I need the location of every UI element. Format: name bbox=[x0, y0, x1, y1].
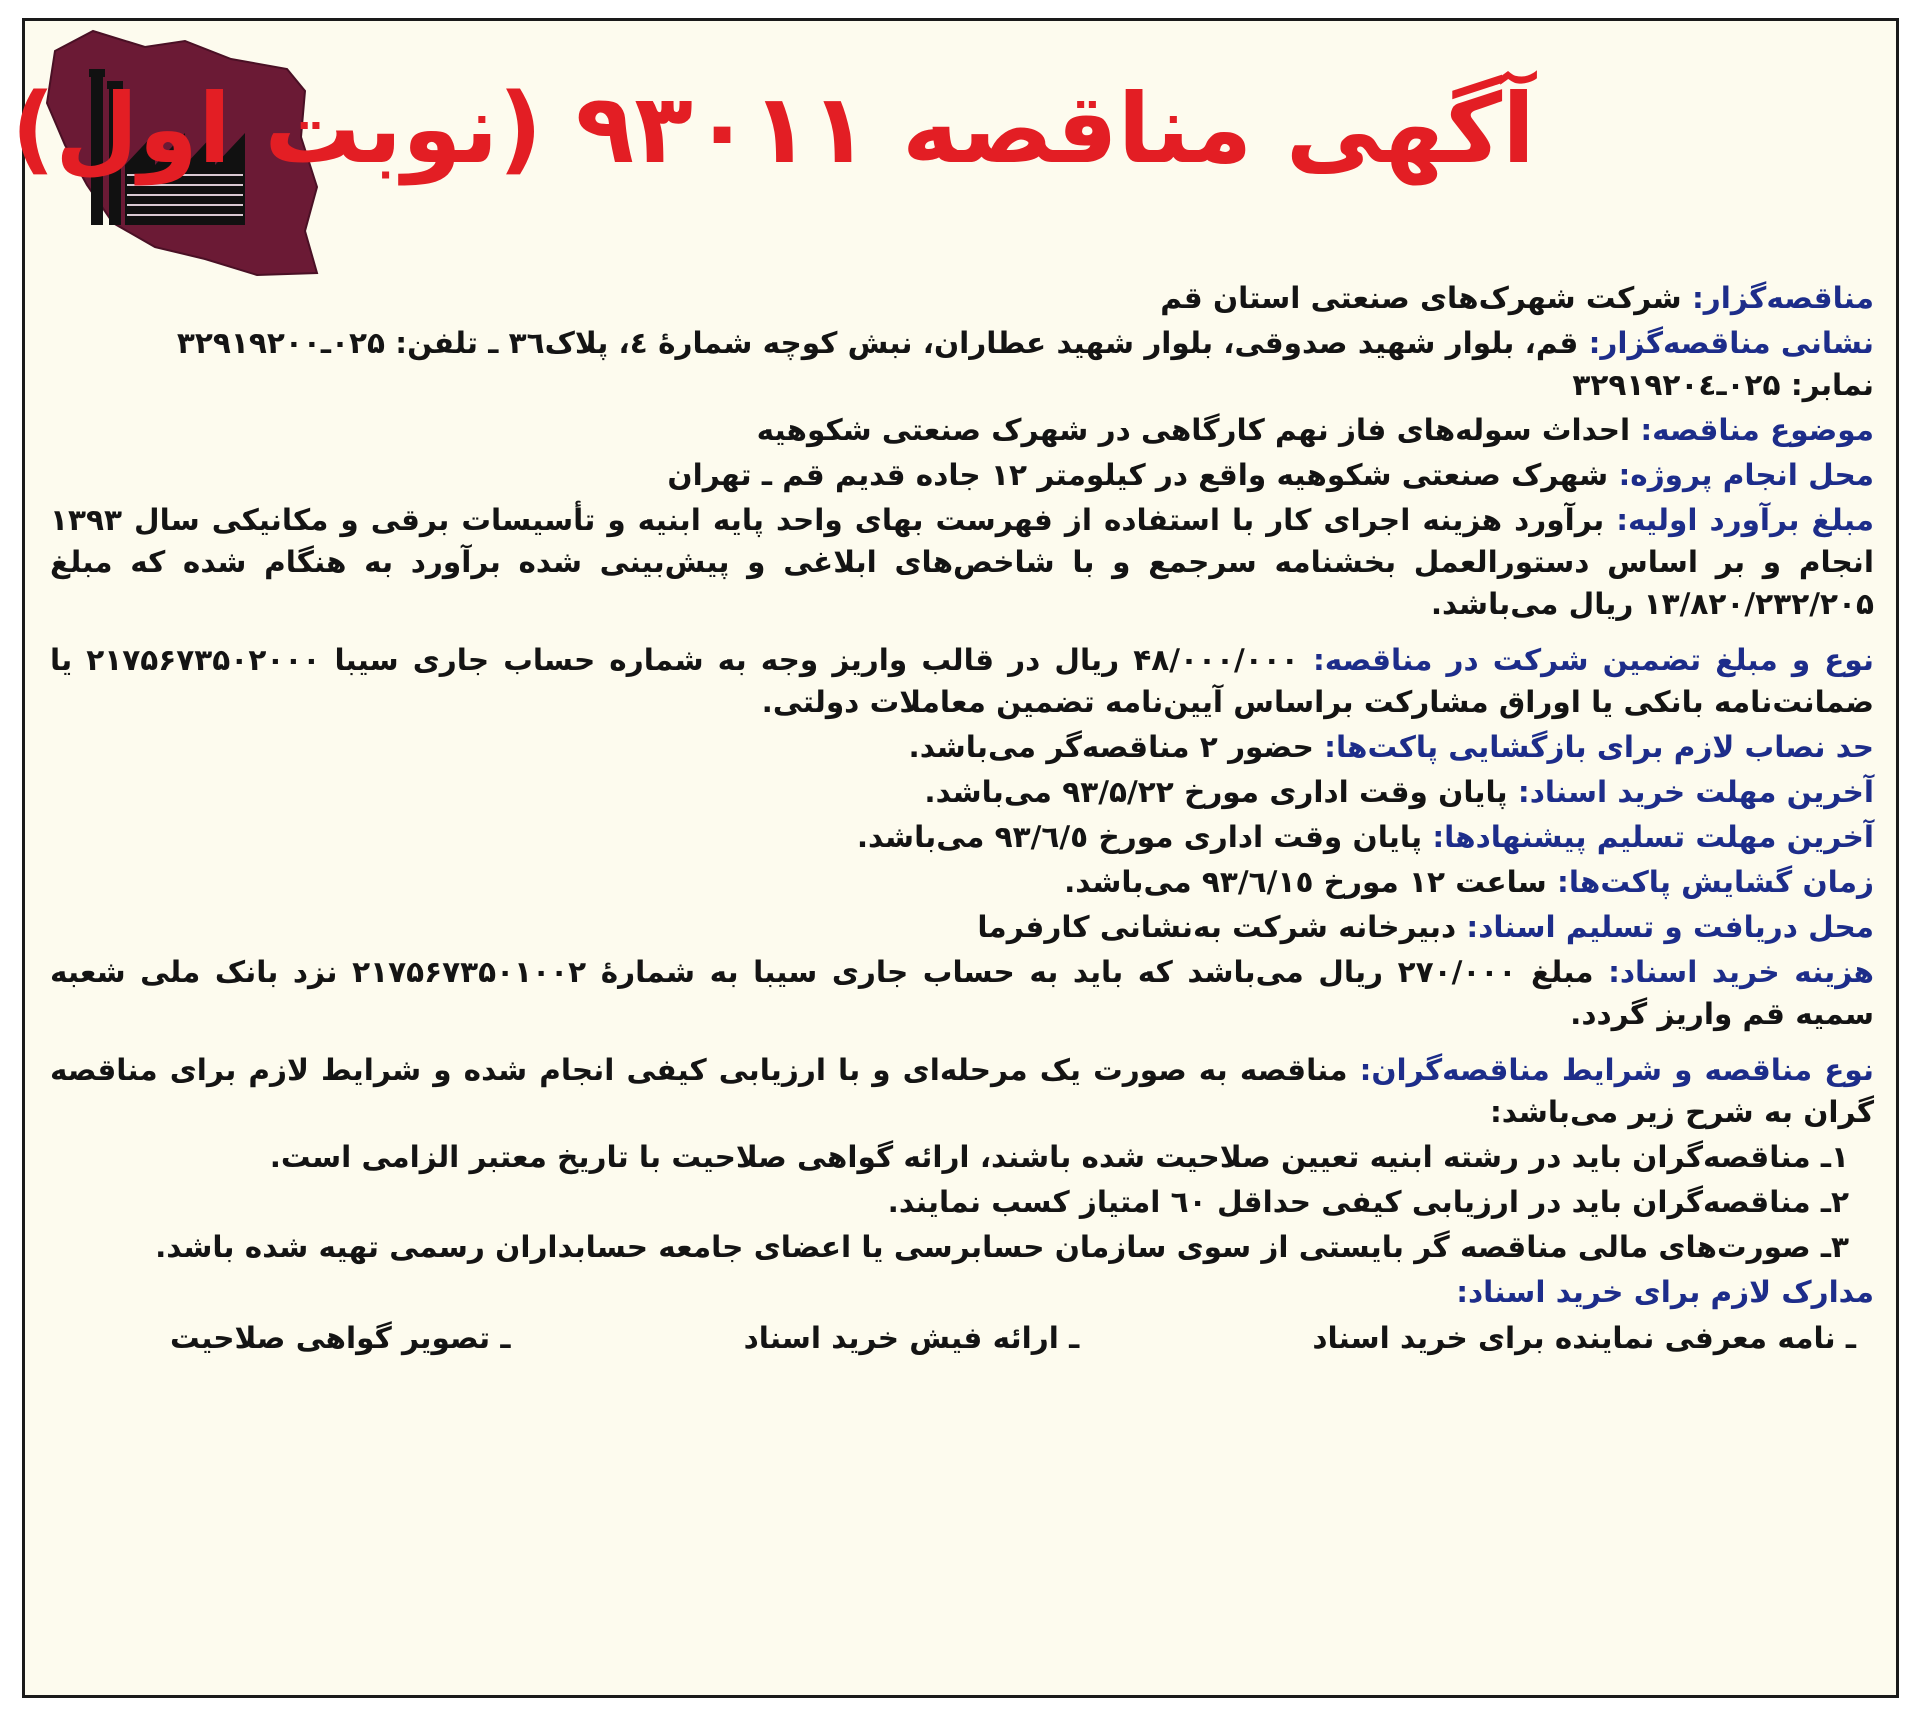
field-label: نوع مناقصه و شرایط مناقصه‌گران: bbox=[1359, 1053, 1874, 1087]
field-label: مبلغ برآورد اولیه: bbox=[1616, 503, 1874, 537]
field-location bbox=[50, 454, 1874, 496]
field-value: پایان وقت اداری مورخ ۹۳/٦/٥ می‌باشد. bbox=[856, 820, 1423, 854]
field-label: حد نصاب لازم برای بازگشایی پاکت‌ها: bbox=[1324, 730, 1874, 764]
field-label: نشانی مناقصه‌گزار: bbox=[1588, 326, 1874, 360]
required-doc-item: ـ ارائه فیش خرید اسناد bbox=[743, 1321, 1080, 1355]
field-opening bbox=[50, 861, 1874, 903]
field-submission-deadline bbox=[50, 816, 1874, 858]
field-value: ساعت ۱۲ مورخ ۹۳/٦/۱٥ می‌باشد. bbox=[1064, 865, 1547, 899]
condition-item: ۲ـ مناقصه‌گران باید در ارزیابی کیفی حداقل ٦۰ امتیاز کسب نمایند. bbox=[887, 1185, 1849, 1219]
field-guarantee bbox=[50, 639, 1874, 723]
field-label: محل انجام پروژه: bbox=[1618, 458, 1874, 492]
field-purchase-deadline bbox=[50, 771, 1874, 813]
field-value: برآورد هزینه اجرای کار با استفاده از فهرست بهای واحد پایه ابنیه و تأسیسات برقی و مکانیکی سال ۱۳۹۳ انجام و بر اساس دستورالعمل بخشنامه سرجمع و با شاخص‌های ابلاغی و پیش‌بینی شده برآورد به هنگام شده که مبلغ ۱۳/۸۲۰/۲۳۲/۲۰۵ ریال می‌باشد. bbox=[50, 503, 1874, 621]
required-docs-list bbox=[50, 1317, 1874, 1359]
field-label: محل دریافت و تسلیم اسناد: bbox=[1466, 910, 1874, 944]
field-subject bbox=[50, 409, 1874, 451]
field-estimate bbox=[50, 499, 1874, 625]
field-value: احداث سوله‌های فاز نهم کارگاهی در شهرک صنعتی شکوهیه bbox=[756, 413, 1631, 447]
required-doc-item: ـ تصویر گواهی صلاحیت bbox=[170, 1321, 511, 1355]
field-label: آخرین مهلت تسلیم پیشنهادها: bbox=[1432, 820, 1874, 854]
field-docs-location bbox=[50, 906, 1874, 948]
field-value: ۴۸/۰۰۰/۰۰۰ ریال در قالب واریز وجه به شماره حساب جاری سیبا ۲۱۷۵۶۷۳۵۰۲۰۰۰ یا ضمانت‌نامه بانکی یا اوراق مشارکت براساس آیین‌نامه تضمین معاملات دولتی. bbox=[50, 643, 1874, 719]
field-label: آخرین مهلت خرید اسناد: bbox=[1517, 775, 1874, 809]
field-value: قم، بلوار شهید صدوقی، بلوار شهید عطاران، نبش کوچه شمارهٔ ٤، پلاک٣٦ ـ تلفن: ۰۲۵ـ۳۲۹۱۹۲۰۰ bbox=[176, 326, 1579, 360]
required-doc-item: ـ نامه معرفی نماینده برای خرید اسناد bbox=[1312, 1321, 1856, 1355]
field-label: مناقصه‌گزار: bbox=[1691, 281, 1874, 315]
field-docs-cost bbox=[50, 951, 1874, 1035]
field-address bbox=[50, 322, 1874, 406]
announcement-frame bbox=[11, 18, 1899, 1698]
required-docs-heading: مدارک لازم برای خرید اسناد: bbox=[1456, 1275, 1874, 1309]
condition-item: ۳ـ صورت‌های مالی مناقصه گر بایستی از سوی سازمان حسابرسی یا اعضای جامعه حسابداران رسمی تهیه شده باشد. bbox=[155, 1230, 1849, 1264]
field-tenderer bbox=[50, 277, 1874, 319]
field-value: شرکت شهرک‌های صنعتی استان قم bbox=[1160, 281, 1682, 315]
condition-item: ۱ـ مناقصه‌گران باید در رشته ابنیه تعیین صلاحیت شده باشند، ارائه گواهی صلاحیت با تاریخ معتبر الزامی است. bbox=[269, 1140, 1849, 1174]
field-label: زمان گشایش پاکت‌ها: bbox=[1557, 865, 1874, 899]
field-value: پایان وقت اداری مورخ ۹۳/۵/۲۲ می‌باشد. bbox=[924, 775, 1508, 809]
field-tender-type bbox=[50, 1049, 1874, 1133]
field-label: نوع و مبلغ تضمین شرکت در مناقصه: bbox=[1312, 643, 1874, 677]
field-value: دبیرخانه شرکت به‌نشانی کارفرما bbox=[977, 910, 1457, 944]
field-label: موضوع مناقصه: bbox=[1640, 413, 1874, 447]
field-value: حضور ۲ مناقصه‌گر می‌باشد. bbox=[908, 730, 1314, 764]
field-value: مناقصه به صورت یک مرحله‌ای و با ارزیابی کیفی انجام شده و شرایط لازم برای مناقصه گران به شرح زیر می‌باشد: bbox=[50, 1053, 1874, 1129]
page-title: آگهی مناقصه ۹۳۰۱۱ (نوبت اول) bbox=[11, 73, 1535, 185]
field-value: مبلغ ۲۷۰/۰۰۰ ریال می‌باشد که باید به حساب جاری سیبا به شمارهٔ ۲۱۷۵۶۷۳۵۰۱۰۰۲ نزد بانک ملی شعبه سمیه قم واریز گردد. bbox=[50, 955, 1874, 1031]
announcement-body bbox=[50, 277, 1874, 1359]
fax-value: نمابر: ۰۲۵ـ۳۲۹۱۹۲۰٤ bbox=[1572, 368, 1874, 402]
field-label: هزینه خرید اسناد: bbox=[1608, 955, 1875, 989]
field-quorum bbox=[50, 726, 1874, 768]
field-value: شهرک صنعتی شکوهیه واقع در کیلومتر ۱۲ جاده قدیم قم ـ تهران bbox=[667, 458, 1609, 492]
